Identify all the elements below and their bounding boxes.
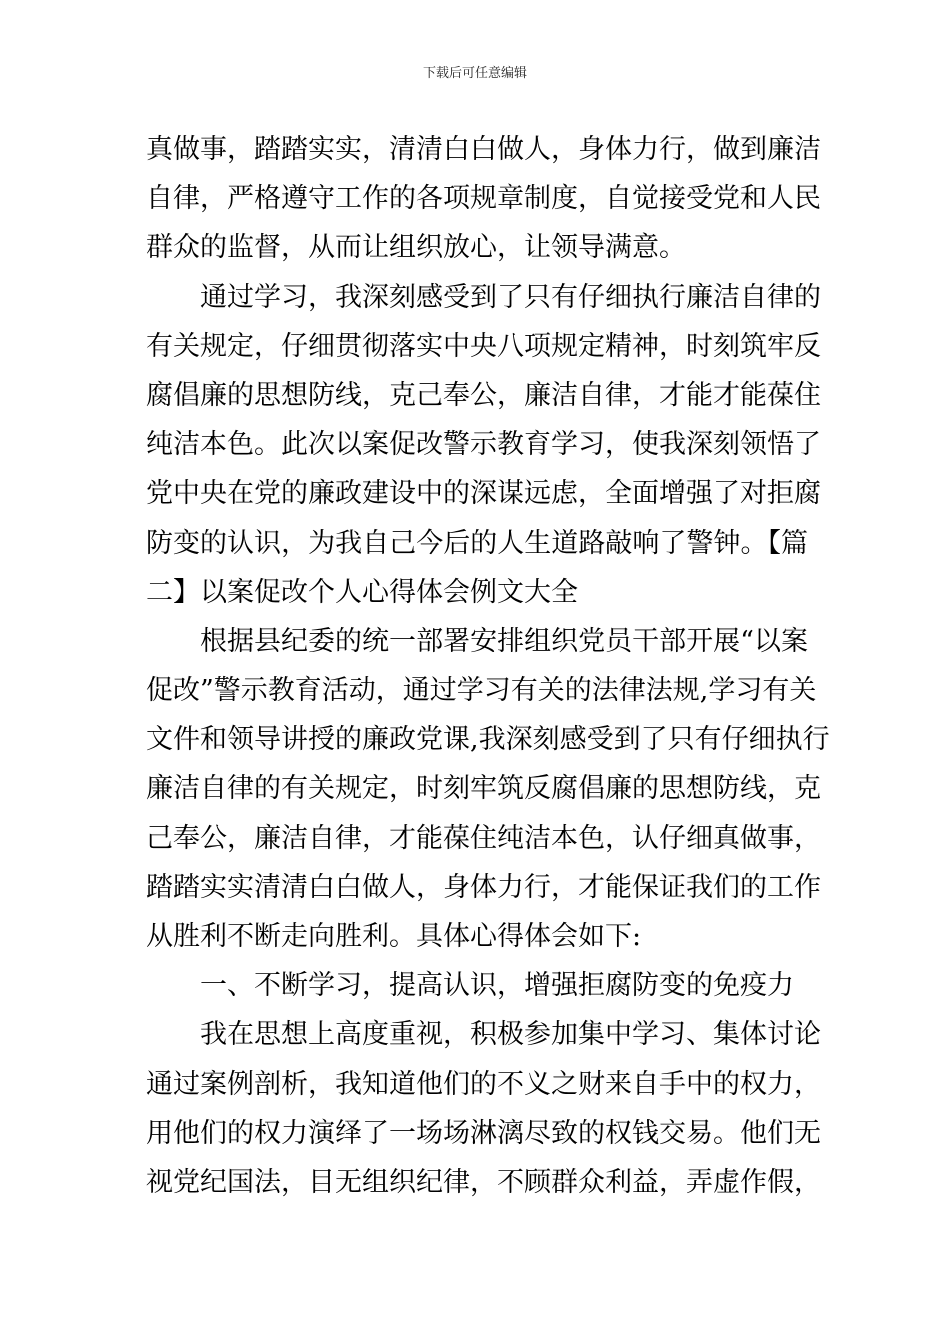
text-line: 通过案例剖析，我知道他们的不义之财来自手中的权力， [146,1068,821,1100]
text-line: 根据县纪委的统一部署安排组织党员干部开展“以案 [200,625,808,657]
text-line: 一、不断学习，提高认识，增强拒腐防变的免疫力 [200,970,794,1002]
document-body [146,125,830,1207]
text-line: 有关规定，仔细贯彻落实中央八项规定精神，时刻筑牢反 [146,330,821,362]
text-line: 群众的监督，从而让组织放心，让领导满意。 [146,232,686,264]
text-line: 通过学习，我深刻感受到了只有仔细执行廉洁自律的 [200,281,821,313]
text-line: 文件和领导讲授的廉政党课,我深刻感受到了只有仔细执行 [146,724,830,756]
text-line: 廉洁自律的有关规定，时刻牢筑反腐倡廉的思想防线，克 [146,773,821,805]
text-line: 纯洁本色。此次以案促改警示教育学习，使我深刻领悟了 [146,429,821,461]
text-line: 用他们的权力演绎了一场场淋漓尽致的权钱交易。他们无 [146,1117,821,1149]
text-line: 踏踏实实清清白白做人，身体力行，才能保证我们的工作 [146,871,821,903]
text-line: 党中央在党的廉政建设中的深谋远虑，全面增强了对拒腐 [146,478,821,510]
text-line: 二】以案促改个人心得体会例文大全 [146,576,578,608]
text-line: 从胜利不断走向胜利。具体心得体会如下: [146,921,642,952]
text-line: 促改”警示教育活动，通过学习有关的法律法规,学习有关 [146,675,817,707]
text-line: 防变的认识，为我自己今后的人生道路敲响了警钟。【篇 [146,527,808,559]
page-header: 下载后可任意编辑 [422,66,527,81]
text-line: 真做事，踏踏实实，清清白白做人，身体力行，做到廉洁 [146,134,821,165]
text-line: 己奉公，廉洁自律，才能葆住纯洁本色，认仔细真做事， [146,822,821,854]
text-line: 视党纪国法，目无组织纪律，不顾群众利益，弄虚作假， [146,1166,821,1198]
text-line: 腐倡廉的思想防线，克己奉公，廉洁自律，才能才能葆住 [146,379,821,411]
text-line: 我在思想上高度重视，积极参加集中学习、集体讨论 [200,1019,821,1051]
text-line: 自律，严格遵守工作的各项规章制度，自觉接受党和人民 [146,183,821,215]
